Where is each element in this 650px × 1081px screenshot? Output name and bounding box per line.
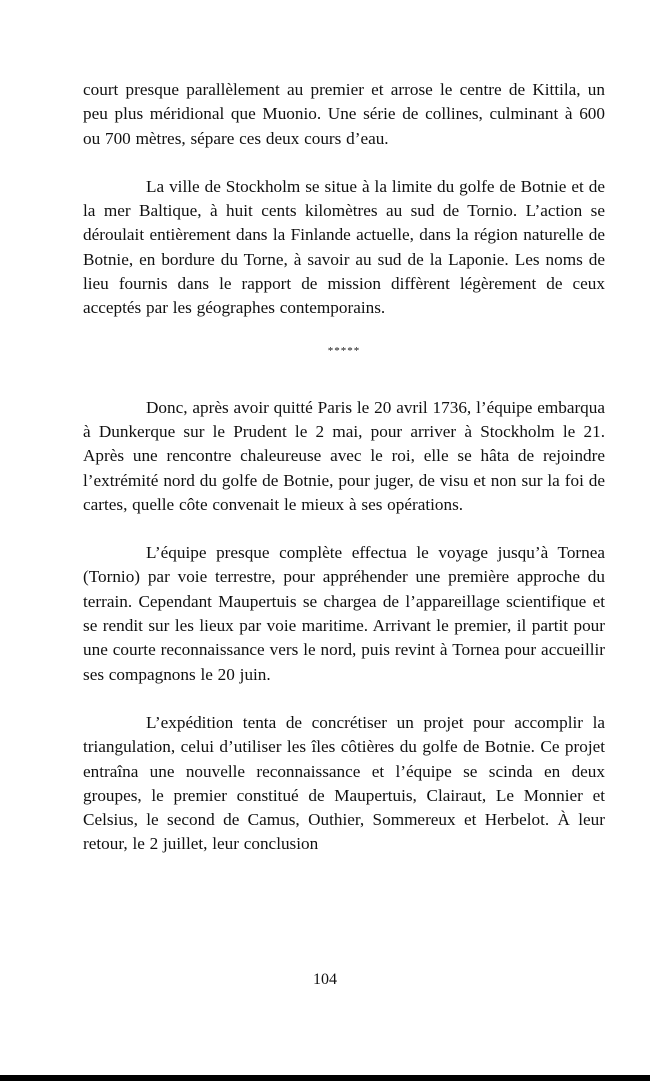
paragraph-3: Donc, après avoir quitté Paris le 20 avril 1736, l’équipe embarqua à Dunkerque sur le Prudent le 2 mai, pour arriver à Stockholm le 21. Après une rencontre chaleureuse avec le roi, elle se hâta de rejoindre l’extrémité nord du golfe de Botnie, pour juger, de visu et non sur la foi de cartes, quelle côte convenait le mieux à ses opérations. (83, 397, 605, 514)
paragraph-5: L’expédition tenta de concrétiser un projet pour accomplir la triangulation, celui d’utiliser les îles côtières du golfe de Botnie. Ce projet entraîna une nouvelle reconnaissance et l’équipe se scinda en deux groupes, le premier constitué de Maupertuis, Clairaut, Le Monnier et Celsius, le second de Camus, Outhier, Sommereux et Herbelot. À leur retour, le 2 juillet, leur conclusion (83, 712, 605, 854)
page-body (83, 78, 605, 857)
paragraph-2: La ville de Stockholm se situe à la limite du golfe de Botnie et de la mer Baltique, à huit cents kilomètres au sud de Tornio. L’action se déroulait entièrement dans la Finlande actuelle, dans la région naturelle de Botnie, en bordure du Torne, à savoir au sud de la Laponie. Les noms de lieu fournis dans le rapport de mission diffèrent légèrement de ceux acceptés par les géographes contemporains. (83, 176, 605, 318)
paragraph-4: L’équipe presque complète effectua le voyage jusqu’à Tornea (Tornio) par voie terrestre, pour appréhender une première approche du terrain. Cependant Maupertuis se chargea de l’appareillage scientifique et se rendit sur les lieux par voie maritime. Arrivant le premier, il partit pour une courte reconnaissance vers le nord, puis revint à Tornea pour accueillir ses compagnons le 20 juin. (83, 543, 605, 684)
scan-border (0, 1075, 650, 1081)
paragraph-1: court presque parallèlement au premier et arrose le centre de Kittila, un peu plus méridional que Muonio. Une série de collines, culminant à 600 ou 700 mètres, sépare ces deux cours d’eau. (83, 80, 605, 148)
section-separator: ***** (327, 344, 361, 357)
page-number: 104 (313, 971, 337, 988)
